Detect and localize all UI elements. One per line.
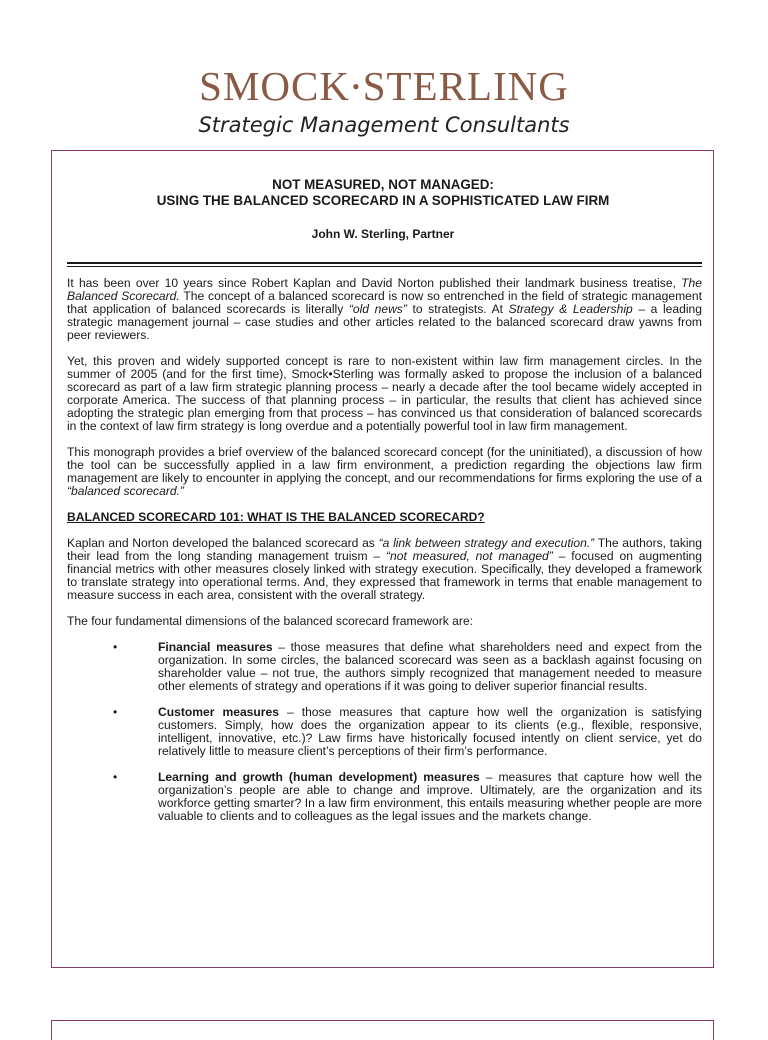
title-line-2: USING THE BALANCED SCORECARD IN A SOPHISTICATED LAW FIRM [156,193,610,208]
next-page-panel-edge [51,1020,714,1040]
title-line-1: NOT MEASURED, NOT MANAGED: [272,177,494,192]
bullet-icon: • [113,640,118,654]
p1-book-title: The Balanced Scorecard. [67,276,702,303]
p1-text-g: – a leading strategic management journal – case studies and other articles related to the balanced scorecard draw yawns from peer reviewers. [67,302,702,342]
p4-quote-truism: “not measured, not managed” [385,549,553,563]
bullet-text: – those measures that capture how well the organization is satisfying customers. Simply, how does the organization appear to its clients (e.g., flexible, responsive, intelligent, innovative, etc.)? Law firms have historically focused intently on client service, yet do relatively little to measure client’s perceptions of their firm’s performance. [158,705,702,758]
company-tagline: Strategic Management Consultants [198,113,570,137]
divider-thick [67,262,702,264]
article-title [68,177,698,209]
p4-text-c: The authors, taking their lead from the long standing management truism – [67,536,703,563]
brand-left: SMOCK [199,63,350,109]
brand-separator-diamond-icon: • [351,74,361,99]
p4-text-e: – focused on augmenting financial metrics with other measures closely linked with strategy execution. Specifically, they developed a framework to translate strategy into operational terms. And, they expressed that framework in terms that enable management to measure success in each area, consistent with the overall strategy. [67,549,702,602]
bullet-text: – those measures that define what shareholders need and expect from the organization. In some circles, the balanced scorecard was seen as a backlash against focusing on shareholder value – not true, the authors simply recognized that management needed to measure other elements of strategy and operations if it was going to deliver superior financial results. [158,640,702,693]
paragraph-monograph [67,446,702,498]
article-body [67,277,702,836]
p1-text-a: It has been over 10 years since Robert Kaplan and David Norton published their landmark business treatise, [67,276,682,290]
masthead [0,62,768,137]
bullet-icon: • [113,770,118,784]
brand-right: STERLING [362,63,569,109]
company-logo [0,62,768,111]
bullet-term: Customer measures [158,705,279,719]
bullet-term: Financial measures [158,640,273,654]
section-heading: BALANCED SCORECARD 101: WHAT IS THE BALANCED SCORECARD? [67,510,485,524]
divider-thin [67,266,702,267]
paragraph-four-dimensions: The four fundamental dimensions of the balanced scorecard framework are: [67,614,474,628]
list-item [67,641,702,693]
p3-text-a: This monograph provides a brief overview of the balanced scorecard concept (for the uninitiated), a discussion of how the tool can be successfully applied in a law firm environment, a prediction regarding the objections law firm management are likely to encounter in applying the concept, and our recommendations for firms exploring the use of a [67,445,702,485]
p4-text-a: Kaplan and Norton developed the balanced scorecard as [67,536,379,550]
paragraph-intro [67,277,702,342]
article-author: John W. Sterling, Partner [311,227,455,241]
paragraph-kaplan-norton [67,537,702,602]
bullet-text: – measures that capture how well the organization’s people are able to change and improve. Ultimately, are the organization and its workforce getting smarter? In a law firm environment, this entails measuring whether people are more valuable to clients and to colleagues as the legal issues and the markets change. [158,770,702,823]
p4-quote-link: “a link between strategy and execution.” [378,536,595,550]
p1-quote-old-news: “old news” [348,302,407,316]
list-item [67,706,702,758]
article-panel [51,150,714,968]
list-item [67,771,702,823]
p3-quote: “balanced scorecard.” [67,484,184,498]
paragraph-law-firm: Yet, this proven and widely supported concept is rare to non-existent within law firm management circles. In the summer of 2005 (and for the first time), Smock•Sterling was formally asked to propose the inclusion of a balanced scorecard as part of a law firm strategic planning process – nearly a decade after the tool became widely accepted in corporate America. The success of that planning process – in particular, the results that client has achieved since adopting the strategic plan emerging from that process – has convinced us that consideration of balanced scorecards in the context of law firm strategy is long overdue and a potentially powerful tool in law firm management. [67,354,702,433]
p1-journal-name: Strategy & Leadership [508,302,633,316]
bullet-icon: • [113,705,118,719]
p1-text-e: to strategists. At [406,302,509,316]
p1-text-c: The concept of a balanced scorecard is now so entrenched in the field of strategic management that application of balanced scorecards is literally [67,289,702,316]
bullet-term: Learning and growth (human development) measures [158,770,480,784]
